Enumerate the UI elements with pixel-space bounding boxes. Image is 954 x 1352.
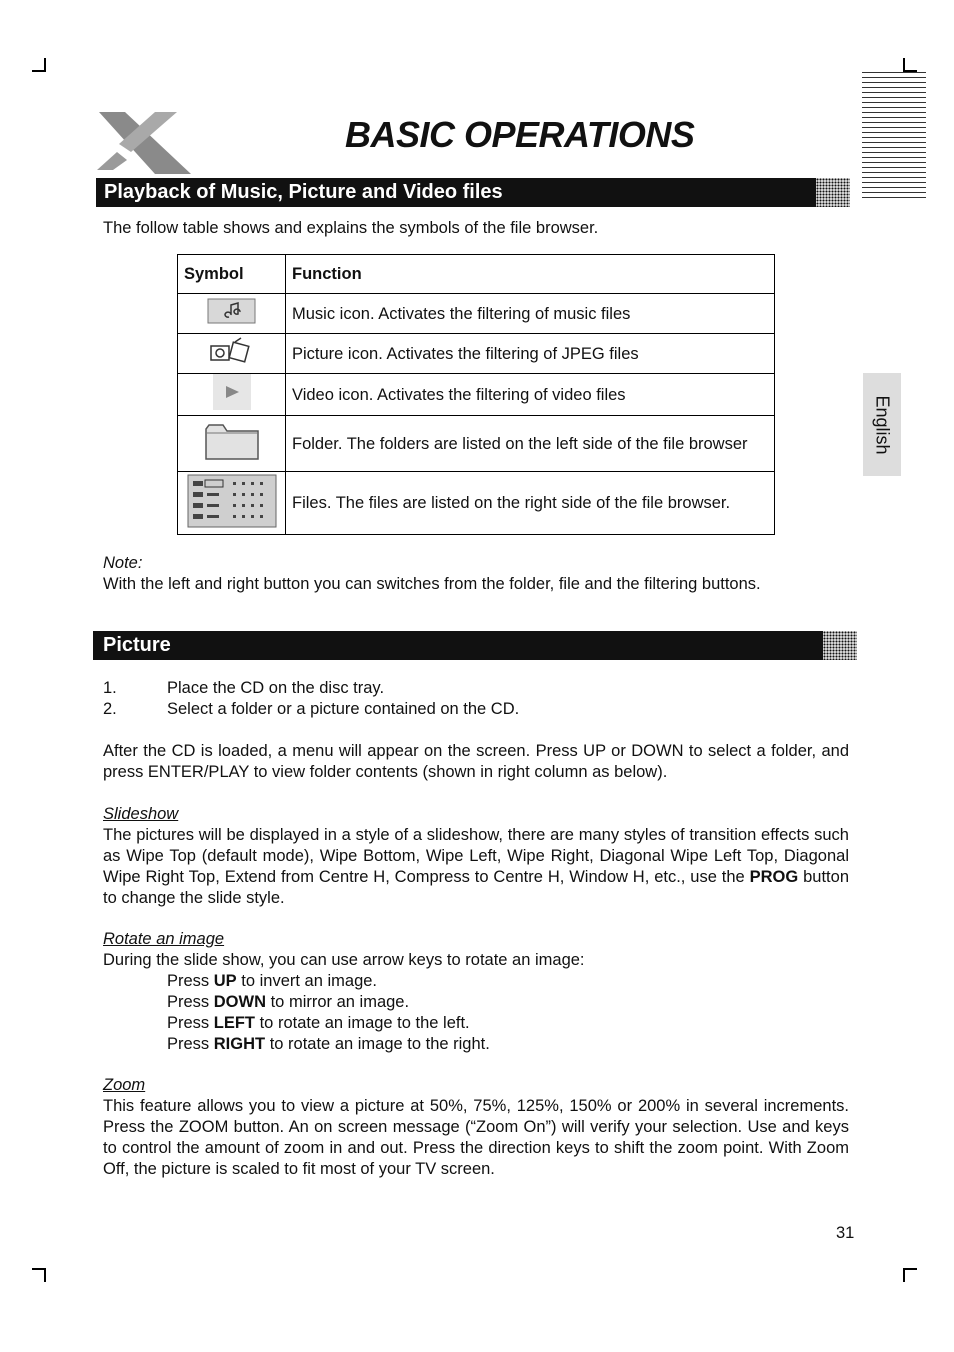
header-function: Function: [286, 255, 775, 294]
language-tab: [863, 373, 901, 476]
symbol-table: [177, 254, 775, 535]
crop-mark-top-left: [32, 58, 46, 72]
section-heading: Playback of Music, Picture and Video files: [104, 181, 503, 203]
slideshow-heading: Slideshow: [103, 805, 179, 823]
symbol-cell: [178, 472, 286, 535]
rotate-heading: Rotate an image: [103, 930, 225, 948]
table-row: [178, 374, 775, 416]
symbol-cell: [178, 416, 286, 472]
table-row: [178, 472, 775, 535]
intro-text: The follow table shows and explains the symbols of the file browser.: [103, 219, 599, 237]
function-cell: Picture icon. Activates the filtering of JPEG files: [286, 334, 775, 374]
section-heading: Picture: [103, 634, 171, 656]
table-header-row: [178, 255, 775, 294]
folder-icon: [203, 421, 261, 461]
decorative-stripes: [862, 72, 926, 200]
crop-mark-bottom-left: [32, 1268, 46, 1282]
dot-pattern: [816, 178, 850, 207]
table-row: [178, 334, 775, 374]
section-heading-bar: [93, 631, 857, 660]
note-label: Note:: [103, 554, 143, 572]
zoom-heading: Zoom: [103, 1076, 146, 1094]
after-loaded-paragraph: After the CD is loaded, a menu will appear on the screen. Press UP or DOWN to select a folder, and press ENTER/PLAY to view folder contents (shown in right column as below).: [103, 742, 849, 781]
function-cell: Files. The files are listed on the right side of the file browser.: [286, 472, 775, 535]
video-icon: [207, 374, 257, 410]
page-number: 31: [836, 1224, 855, 1242]
function-cell: Folder. The folders are listed on the left side of the file browser: [286, 416, 775, 472]
prog-key: PROG: [749, 868, 799, 886]
dot-pattern: [823, 631, 857, 660]
table-row: [178, 294, 775, 334]
rotate-item: Press DOWN to mirror an image.: [167, 993, 410, 1011]
table-row: [178, 416, 775, 472]
slideshow-paragraph: The pictures will be displayed in a style of a slideshow, there are many styles of transition effects such as Wipe Top (default mode), Wipe Bottom, Wipe Left, Wipe Right, Diagonal Wipe Left Top, Diagonal Wipe Right Top, Extend from Centre H, Compress to Centre H, Window H, etc., use the PROG button to change the slide style.: [103, 826, 849, 907]
step-text: Select a folder or a picture contained on the CD.: [167, 700, 520, 718]
function-cell: Music icon. Activates the filtering of music files: [286, 294, 775, 334]
symbol-cell: [178, 294, 286, 334]
brand-logo: [95, 108, 195, 176]
picture-icon: [207, 336, 257, 366]
rotate-item: Press LEFT to rotate an image to the left.: [167, 1014, 470, 1032]
rotate-item: Press RIGHT to rotate an image to the right.: [167, 1035, 490, 1053]
step-number: 1.: [103, 679, 117, 697]
rotate-intro: During the slide show, you can use arrow keys to rotate an image:: [103, 951, 585, 969]
crop-mark-bottom-right: [903, 1268, 917, 1282]
zoom-paragraph: This feature allows you to view a picture at 50%, 75%, 125%, 150% or 200% in several increments. Press the ZOOM button. An on screen message (“Zoom On”) will verify your selection. Use and keys to control the amount of zoom in and out. Press the direction keys to shift the zoom point. With Zoom Off, the picture is scaled to fit most of your TV screen.: [103, 1097, 849, 1178]
symbol-cell: [178, 374, 286, 416]
function-cell: Video icon. Activates the filtering of video files: [286, 374, 775, 416]
note-text: With the left and right button you can switches from the folder, file and the filtering buttons.: [103, 575, 761, 593]
music-icon: [207, 297, 257, 325]
section-heading-bar: [96, 178, 850, 207]
step-text: Place the CD on the disc tray.: [167, 679, 385, 697]
language-tab-label: English: [872, 394, 893, 455]
header-symbol: Symbol: [178, 255, 286, 294]
file-list-icon: [187, 474, 277, 528]
step-number: 2.: [103, 700, 117, 718]
symbol-cell: [178, 334, 286, 374]
page-title: BASIC OPERATIONS: [345, 114, 695, 155]
crop-mark-top-right: [903, 58, 917, 72]
rotate-item: Press UP to invert an image.: [167, 972, 378, 990]
